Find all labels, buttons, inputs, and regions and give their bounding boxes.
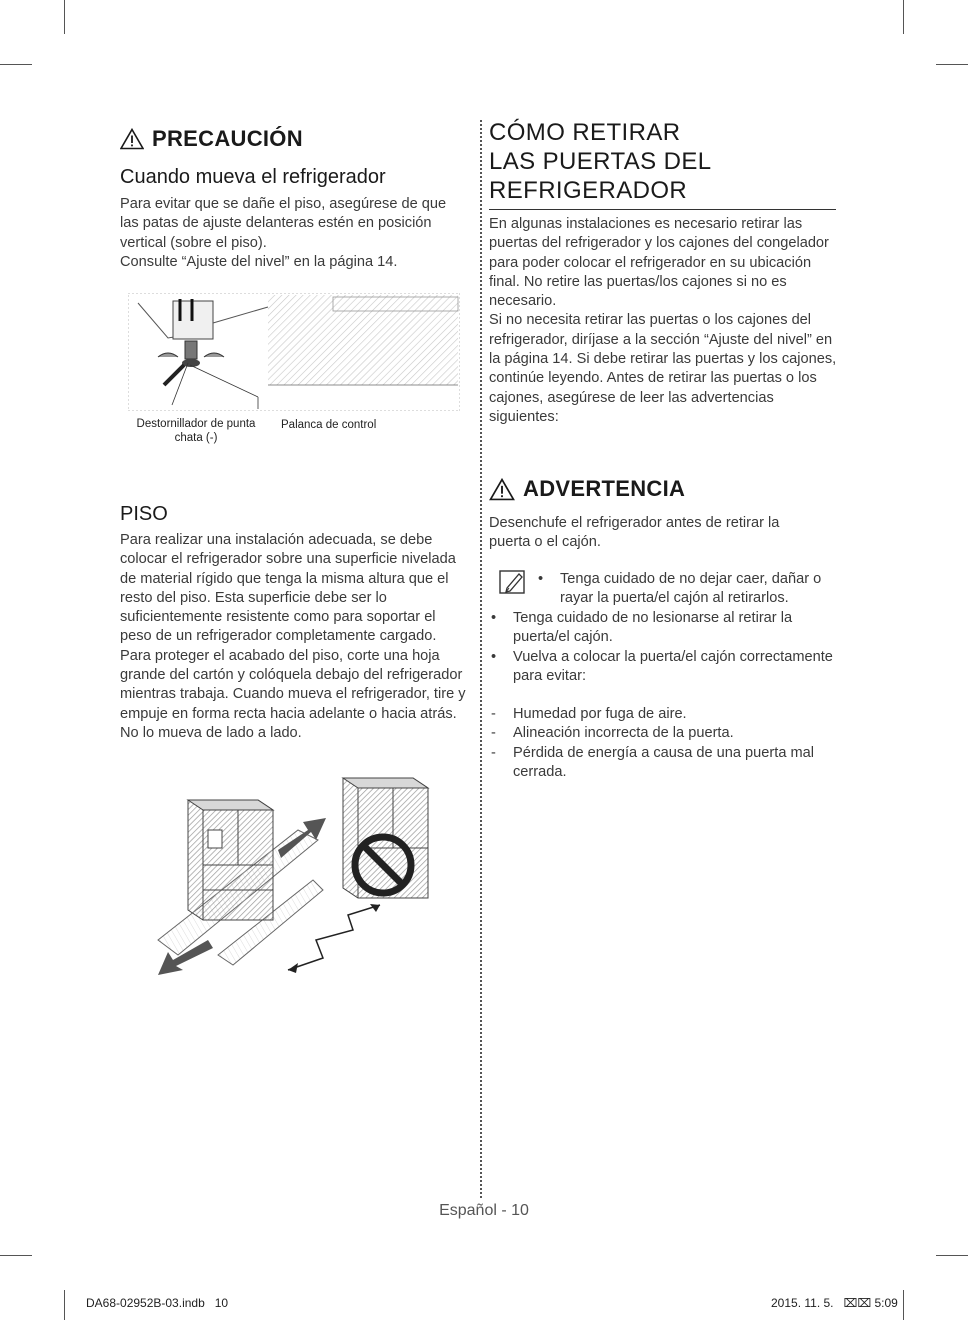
moving-reference: Consulte “Ajuste del nivel” en la página 14.: [120, 253, 398, 270]
bullet-text: Tenga cuidado de no dejar caer, dañar o rayar la puerta/el cajón al retirarlos.: [560, 571, 822, 607]
warning-title: ADVERTENCIA: [523, 476, 686, 501]
note-pencil-icon: [498, 568, 528, 596]
file-name: DA68-02952B-03.indb 10: [86, 1296, 229, 1310]
title-line: REFRIGERADOR: [489, 177, 688, 204]
title-line: LAS PUERTAS DEL: [489, 148, 712, 175]
floor-paragraph: Para realizar una instalación adecuada, se debe colocar el refrigerador sobre una superficie nivelada de material rígido que tenga la misma altura que el resto del piso. Esta superficie debe ser lo suficientemente resistente como para soportar el peso de un refrigerador completamente cargado. Para proteger el acabado del piso, corte una hoja grande del cartón y colóquela debajo del refrigerador mientras trabaja. Cuando mueva el refrigerador, tire y empuje en forma recta hacia adelante o hacia atrás. No lo mueva de lado a lado.: [120, 532, 466, 741]
bullet-text: Tenga cuidado de no lesionarse al retirar la puerta/el cajón.: [513, 610, 793, 646]
column-divider: [480, 120, 482, 1198]
dash-mark: -: [491, 725, 496, 742]
page-number: Español - 10: [439, 1202, 529, 1219]
crop-mark: [903, 0, 904, 34]
screwdriver-caption: Destornillador de punta chata (-): [136, 418, 256, 444]
crop-mark: [936, 1255, 968, 1256]
bullet-item: [538, 570, 838, 609]
dash-mark: -: [491, 706, 496, 722]
bullet-list: [491, 609, 836, 686]
bullet-dot: •: [538, 571, 544, 587]
bullet-text: Vuelva a colocar la puerta/el cajón correctamente para evitar:: [513, 648, 833, 684]
crop-mark: [0, 1255, 32, 1256]
dash-mark: -: [491, 744, 496, 761]
dash-list: [491, 705, 836, 782]
warning-triangle-icon: [489, 478, 515, 501]
dash-text: Alineación incorrecta de la puerta.: [513, 725, 734, 742]
intro-paragraph: Si no necesita retirar las puertas o los cajones del refrigerador, diríjase a la sección “Ajuste del nivel” en la página 14. Si debe retirar las puertas y los cajones, continúe leyendo. Antes de retirar las puertas o los cajones, asegúrese de leer las advertencias siguientes:: [489, 312, 837, 425]
remove-doors-intro: [489, 215, 839, 427]
moving-refrigerator-illustration: [148, 770, 448, 985]
bullet-dot: •: [491, 648, 497, 665]
moving-paragraph: Para evitar que se dañe el piso, asegúrese de que las patas de ajuste delanteras estén en posición vertical (sobre el piso).: [120, 196, 447, 251]
crop-mark: [936, 64, 968, 65]
floor-heading: PISO: [120, 503, 168, 525]
title-line: CÓMO RETIRAR: [489, 119, 681, 146]
crop-mark: [64, 0, 65, 34]
moving-heading: Cuando mueva el refrigerador: [120, 166, 386, 188]
crop-mark: [0, 64, 32, 65]
remove-doors-title: [489, 118, 712, 205]
dash-text: Pérdida de energía a causa de una puerta mal cerrada.: [513, 744, 815, 780]
print-stamp: 2015. 11. 5. ⌧⌧ 5:09: [771, 1296, 898, 1310]
moving-text: [120, 195, 465, 272]
caution-heading: [120, 126, 303, 152]
crop-mark: [64, 1290, 65, 1320]
leveling-leg-illustration: [128, 293, 460, 411]
dash-text: Humedad por fuga de aire.: [513, 706, 687, 722]
warning-triangle-icon: [120, 128, 144, 150]
crop-mark: [903, 1290, 904, 1320]
warning-heading: [489, 476, 685, 502]
control-lever-caption: Palanca de control: [281, 419, 377, 431]
bullet-dot: •: [491, 610, 497, 626]
intro-paragraph: En algunas instalaciones es necesario retirar las puertas del refrigerador y los cajones del congelador para poder colocar el refrigerador en su ubicación final. No retire las puertas/los cajones si no es necesario.: [489, 216, 829, 310]
caution-title: PRECAUCIÓN: [152, 126, 303, 151]
warning-paragraph: Desenchufe el refrigerador antes de retirar la puerta o el cajón.: [489, 515, 780, 551]
title-rule: [489, 209, 836, 210]
